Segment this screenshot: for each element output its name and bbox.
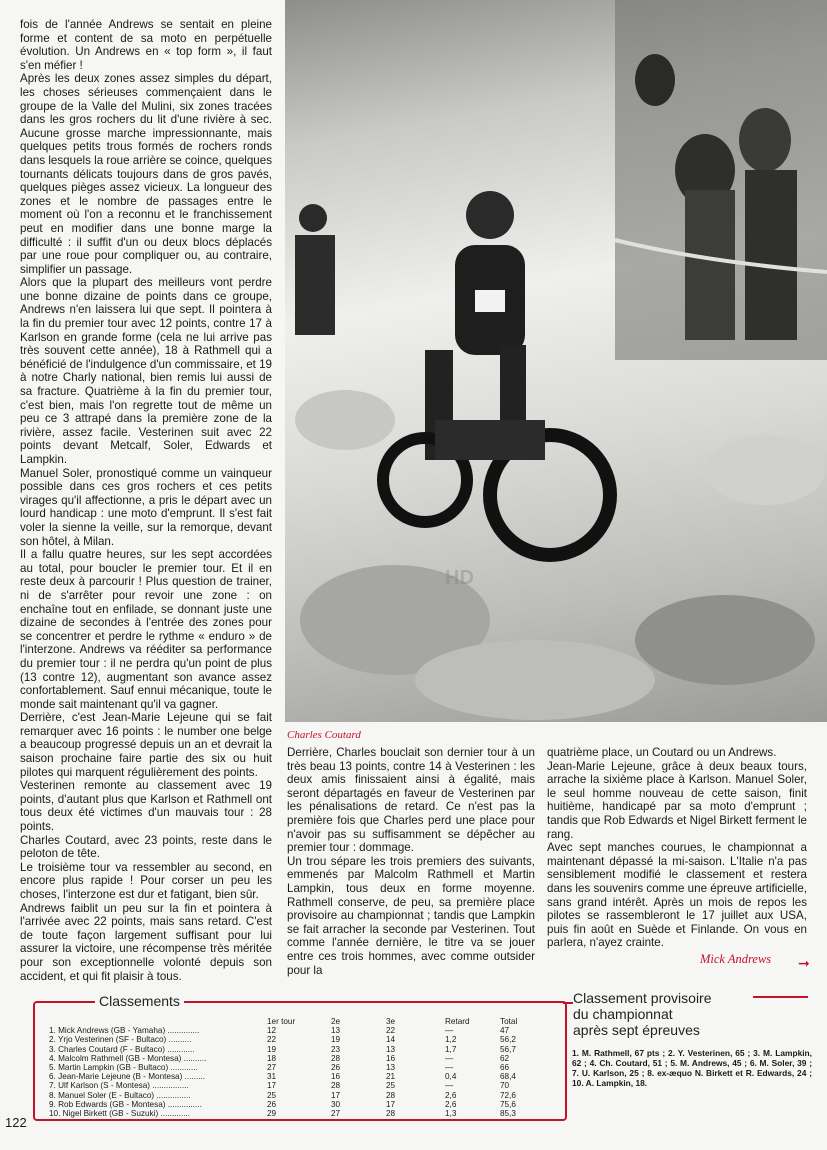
- paragraph: Après les deux zones assez simples du départ, les choses sérieuses commençaient dans le groupe de la Valle del Mulini, six zones tracées dans les gros rochers du lit d'une rivière à sec. Aucune grosse marche impressionnante, mais quelques petits trous formés de rochers ronds dans lesquels la roue arrière se coince, quelques tournants délicats toujours dans de gros pavés, quelques pièges assez vicieux. La longueur des zones et le nombre de passages entre le moment où l'on a reconnu et le franchissement peut en modifier dans une bonne marge la difficulté : il suffit d'un ou deux blocs déplacés par une roue pour compliquer ou, au contraire, simplifier un passage.: [20, 72, 272, 276]
- retard-score: 1,3: [445, 1108, 457, 1118]
- header-3: 3e: [386, 1017, 396, 1026]
- page-number: 122: [5, 1115, 27, 1130]
- total-score: 56,2: [500, 1035, 516, 1045]
- classements-box: [33, 993, 567, 1121]
- header-tour: 1er tour: [267, 1017, 296, 1026]
- tour3-score: 13: [386, 1044, 396, 1054]
- retard-score: —: [445, 1062, 454, 1072]
- tour1-score: 29: [267, 1108, 277, 1118]
- retard-score: 1,7: [445, 1044, 457, 1054]
- total-score: 75,6: [500, 1099, 516, 1109]
- classements-title: Classements: [95, 993, 184, 1009]
- paragraph: Andrews faiblit un peu sur la fin et pointera à l'arrivée avec 22 points, mais sans retard. C'est de toute façon largement suffisant pour lui assurer la victoire, une récompense très méritée pour son exceptionnelle volonté depuis son accident, et qui fit plaisir à tous.: [20, 901, 272, 983]
- tour2-score: 28: [331, 1081, 341, 1091]
- paragraph: Le troisième tour va ressembler au second, en encore plus rapide ! Pour corser un peu les choses, l'interzone est dur et fatigant, bien sûr.: [20, 860, 272, 901]
- rider-name: 7. Ulf Karlson (S - Montesa) ................: [49, 1081, 189, 1091]
- retard-score: 2,6: [445, 1090, 457, 1100]
- tour3-score: 22: [386, 1026, 396, 1036]
- divider: [753, 996, 808, 998]
- photo-caption: Charles Coutard: [287, 729, 361, 741]
- retard-score: 2,6: [445, 1099, 457, 1109]
- rider-name: 10. Nigel Birkett (GB - Suzuki) .............: [49, 1108, 191, 1118]
- paragraph: Charles Coutard, avec 23 points, reste dans le peloton de tête.: [20, 833, 272, 861]
- tour3-score: 21: [386, 1072, 396, 1082]
- tour3-score: 14: [386, 1035, 396, 1045]
- tour1-score: 25: [267, 1090, 277, 1100]
- rider-name: 5. Martin Lampkin (GB - Bultaco) ............: [49, 1062, 198, 1072]
- trial-rider-photo: [285, 0, 827, 722]
- rider-name: 3. Charles Coutard (F - Bultaco) ............: [49, 1044, 195, 1054]
- tour2-score: 30: [331, 1099, 341, 1109]
- author-signature: Mick Andrews: [700, 952, 772, 966]
- tour3-score: 16: [386, 1053, 396, 1063]
- tour2-score: 23: [331, 1044, 341, 1054]
- rider-name: 4. Malcolm Rathmell (GB - Montesa) ..........: [49, 1053, 207, 1063]
- divider: [563, 1002, 573, 1004]
- header-retard: Retard: [445, 1017, 470, 1026]
- tour3-score: 25: [386, 1081, 396, 1091]
- tour1-score: 26: [267, 1099, 277, 1109]
- paragraph: Vesterinen remonte au classement avec 19 points, d'autant plus que Karlson et Rathmell ont tous deux été victimes d'un mauvais tour : 28 points.: [20, 779, 272, 834]
- tour3-score: 28: [386, 1090, 396, 1100]
- header-total: Total: [500, 1017, 518, 1026]
- retard-score: —: [445, 1053, 454, 1063]
- paragraph: Il a fallu quatre heures, sur les sept accordées au total, pour boucler le premier tour. Et il en reste deux à parcourir ! Plus question de trainer, ni de s'arrêter pour revoir une zone : on enchaîne tout en enfilade, se donnant juste une dizaine de secondes à l'entrée des zones pour se concentrer et perdre le rythme « enduro » de l'interzone. Andrews va rééditer sa performance du premier tour : il ne perdra qu'un point de plus (13 contre 12), augmentant son avance assez confortablement. Sauf ennui mécanique, toute le monde sait maintenant qu'il va gagner.: [20, 548, 272, 711]
- retard-score: 1,2: [445, 1035, 457, 1045]
- tour2-score: 26: [331, 1062, 341, 1072]
- photo-illustration: [285, 0, 827, 722]
- total-score: 66: [500, 1062, 510, 1072]
- continue-arrow-icon: ➞: [798, 955, 810, 971]
- paragraph: quatrième place, un Coutard ou un Andrews.: [547, 746, 777, 759]
- header-2: 2e: [331, 1017, 341, 1026]
- rider-name: 6. Jean-Marie Lejeune (B - Montesa) .........: [49, 1072, 206, 1082]
- retard-score: —: [445, 1081, 454, 1091]
- paragraph: Derrière, Charles bouclait son dernier tour à un très beau 13 points, contre 14 à Vesterinen : les deux amis finissaient ainsi à égalité, mais seront départagés en faveur de Vesterinen par les pénalisations de retard. Ce n'est pas la première fois que Charles perd une place pour n'avoir pas su suffisamment se dépêcher au premier tour : dommage.: [287, 746, 535, 855]
- paragraph: fois de l'année Andrews se sentait en pleine forme et content de sa moto en perpétuelle évolution. Un Andrews en « top form », il faut s'en méfier !: [20, 18, 272, 72]
- total-score: 62: [500, 1053, 510, 1063]
- watermark: HD: [445, 567, 474, 589]
- tour1-score: 17: [267, 1081, 277, 1091]
- paragraph: Derrière, c'est Jean-Marie Lejeune qui se fait remarquer avec 16 points : le number one belge a beaucoup progressé depuis un an et devrait la saison prochaine faire partie des six ou huit pilotes qui marquent régulièrement des points.: [20, 711, 272, 779]
- paragraph: Un trou sépare les trois premiers des suivants, emmenés par Malcolm Rathmell et Martin Lampkin, tous deux en forme moyenne. Rathmell conserve, de peu, sa première place provisoire au championnat ; tandis que Lampkin se fait arracher la seconde par Vesterinen. Tout comme l'année dernière, le titre va se jouer entre ces trois hommes, avec comme outsider pour la: [287, 854, 535, 977]
- total-score: 47: [500, 1026, 510, 1036]
- paragraph: Jean-Marie Lejeune, grâce à deux beaux tours, arrache la sixième place à Karlson. Manuel Soler, le seul homme nouveau de cette saison, finit huitième, handicapé par sa moto d'emprunt ; tandis que Rob Edwards et Nigel Birkett ferment le rang.: [547, 759, 807, 841]
- article-column-3: [547, 746, 807, 950]
- rider-name: 8. Manuel Soler (E - Bultaco) ...............: [49, 1090, 191, 1100]
- article-column-1: [20, 18, 272, 983]
- rider-name: 1. Mick Andrews (GB - Yamaha) ..............: [49, 1026, 200, 1036]
- paragraph: Manuel Soler, pronostiqué comme un vainqueur possible dans ces gros rochers et ces petits virages qu'il affectionne, a pris le départ avec un lourd handicap : une moto d'emprunt. Il s'est fait voler la sienne la veille, sur la remorque, devant son hôtel, à Milan.: [20, 466, 272, 548]
- total-score: 68,4: [500, 1072, 516, 1082]
- total-score: 72,6: [500, 1090, 516, 1100]
- tour2-score: 13: [331, 1026, 341, 1036]
- tour1-score: 22: [267, 1035, 277, 1045]
- rider-name: 2. Yrjo Vesterinen (SF - Bultaco) ..........: [49, 1035, 192, 1045]
- tour3-score: 17: [386, 1099, 396, 1109]
- retard-score: —: [445, 1026, 454, 1036]
- tour1-score: 12: [267, 1026, 277, 1036]
- paragraph: Alors que la plupart des meilleurs vont perdre une bonne dizaine de points dans ce groupe, Andrews n'en laissera lui que sept. Il pointera à la fin du premier tour avec 12 points, contre 17 à Karlson en grande forme (cela ne lui arrive pas très souvent cette année), 18 à Rathmell qui a bénéficié de l'indulgence d'un commissaire, et 19 à notre Charly national, bien remis lui aussi de sa fracture. Quatrième à la fin du premier tour, c'est bien, mais l'on regrette tout de même un peu ce 3 attrapé dans la première zone de la rivière, assez facile. Vesterinen suit avec 22 points devant Metcalf, Soler, Edwards et Lampkin.: [20, 276, 272, 466]
- tour1-score: 18: [267, 1053, 277, 1063]
- tour1-score: 19: [267, 1044, 277, 1054]
- retard-score: 0,4: [445, 1072, 457, 1082]
- rider-name: 9. Rob Edwards (GB - Montesa) ...............: [49, 1099, 202, 1109]
- title-line: après sept épreuves: [573, 1022, 700, 1038]
- paragraph: Avec sept manches courues, le championnat a maintenant dépassé la mi-saison. L'Italie n'a pas sensiblement modifié le classement et restera dans les souvenirs comme une épreuve artificielle, sans grand intérêt. Après un mois de repos les pilotes se rassembleront le 17 juillet aux USA, puis fin août en Suède et Finlande. On vous en parlera, n'ayez crainte.: [547, 841, 807, 950]
- tour2-score: 16: [331, 1072, 341, 1082]
- total-score: 70: [500, 1081, 510, 1091]
- tour2-score: 19: [331, 1035, 341, 1045]
- total-score: 56,7: [500, 1044, 516, 1054]
- tour2-score: 17: [331, 1090, 341, 1100]
- tour2-score: 28: [331, 1053, 341, 1063]
- article-column-2: [287, 746, 535, 977]
- provisional-standings-title: [573, 990, 712, 1038]
- tour1-score: 27: [267, 1062, 277, 1072]
- title-line: du championnat: [573, 1006, 673, 1022]
- tour1-score: 31: [267, 1072, 277, 1082]
- tour3-score: 28: [386, 1108, 396, 1118]
- tour2-score: 27: [331, 1108, 341, 1118]
- title-line: Classement provisoire: [573, 990, 712, 1006]
- provisional-standings-text: 1. M. Rathmell, 67 pts ; 2. Y. Vesterinen, 65 ; 3. M. Lampkin, 62 ; 4. Ch. Coutard, 51 ; 5. M. Andrews, 45 ; 6. M. Soler, 39 ; 7. U. Karlson, 25 ; 8. ex-æquo N. Birkett et R. Edwards, 24 ; 10. A. Lampkin, 18.: [572, 1048, 812, 1088]
- tour3-score: 13: [386, 1062, 396, 1072]
- total-score: 85,3: [500, 1108, 516, 1118]
